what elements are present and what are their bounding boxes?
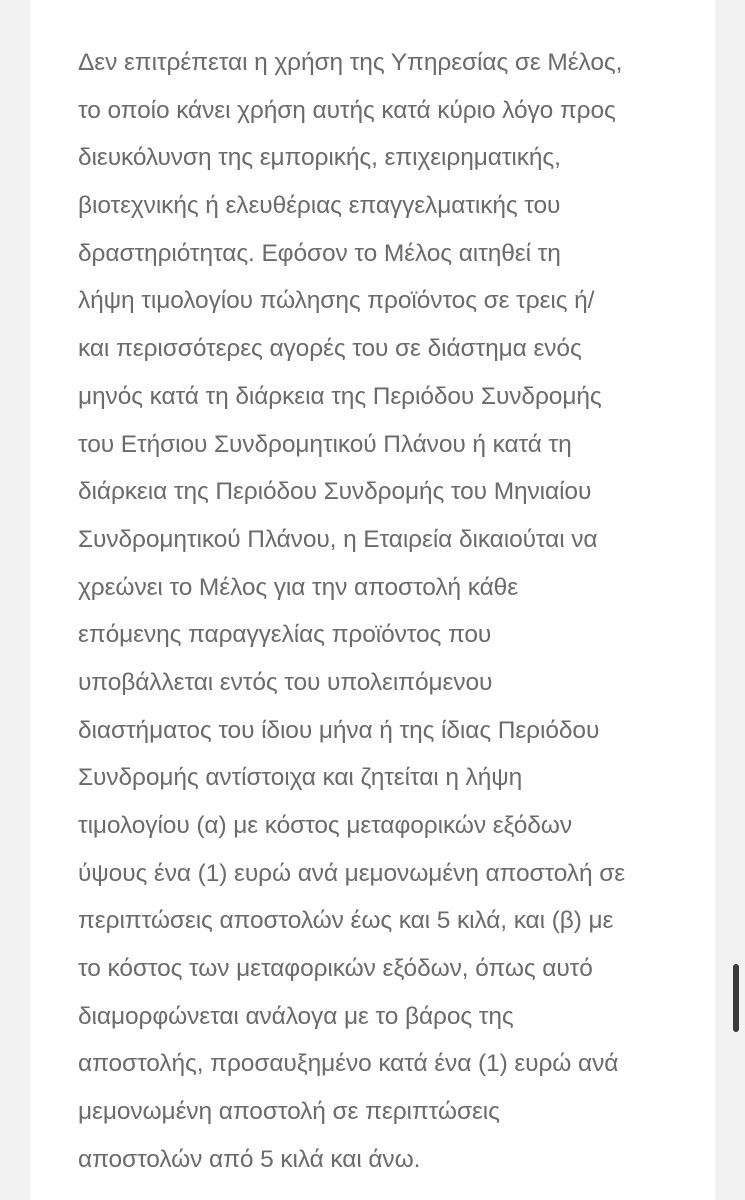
paragraph-line: δραστηριότητας. Εφόσον το Μέλος αιτηθεί τη	[78, 239, 561, 267]
paragraph-line: και περισσότερες αγορές του σε διάστημα ενός	[78, 335, 582, 363]
paragraph-line: επόμενης παραγγελίας προϊόντος που	[78, 621, 492, 649]
paragraph-line: Δεν επιτρέπεται η χρήση της Υπηρεσίας σε Μέλος,	[78, 49, 623, 76]
paragraph-line: διάρκεια της Περιόδου Συνδρομής του Μηνιαίου	[78, 478, 592, 506]
paragraph-line: βιοτεχνικής ή ελευθέριας επαγγελματικής του	[78, 192, 561, 220]
content-card	[30, 0, 715, 1200]
paragraph-line: μεμονωμένη αποστολή σε περιπτώσεις	[78, 1098, 500, 1126]
paragraph-line: διαμορφώνεται ανάλογα με το βάρος της	[78, 1002, 514, 1030]
paragraph-line: περιπτώσεις αποστολών έως και 5 κιλά, και (β) με	[78, 907, 614, 935]
paragraph-line: ύψους ένα (1) ευρώ ανά μεμονωμένη αποστολή σε	[78, 859, 626, 887]
paragraph-line: το κόστος των μεταφορικών εξόδων, όπως αυτό	[78, 955, 593, 983]
terms-paragraph	[78, 39, 703, 1184]
paragraph-line: υποβάλλεται εντός του υπολειπόμενου	[78, 668, 493, 696]
paragraph-line: Συνδρομής αντίστοιχα και ζητείται η λήψη	[78, 764, 523, 792]
paragraph-line: μηνός κατά τη διάρκεια της Περιόδου Συνδρομής	[78, 382, 602, 410]
vertical-scrollbar-thumb[interactable]	[733, 964, 739, 1032]
paragraph-line: αποστολών από 5 κιλά και άνω.	[78, 1145, 421, 1173]
paragraph-line: αποστολής, προσαυξημένο κατά ένα (1) ευρώ ανά	[78, 1050, 619, 1078]
paragraph-line: τιμολογίου (α) με κόστος μεταφορικών εξόδων	[78, 812, 572, 839]
paragraph-line: χρεώνει το Μέλος για την αποστολή κάθε	[78, 573, 519, 601]
paragraph-line: του Ετήσιου Συνδρομητικού Πλάνου ή κατά τη	[78, 430, 572, 458]
paragraph-line: λήψη τιμολογίου πώλησης προϊόντος σε τρεις ή/	[78, 287, 595, 315]
paragraph-line: διευκόλυνση της εμπορικής, επιχειρηματικής,	[78, 144, 561, 172]
paragraph-line: το οποίο κάνει χρήση αυτής κατά κύριο λόγο προς	[78, 96, 616, 124]
paragraph-line: διαστήματος του ίδιου μήνα ή της ίδιας Περιόδου	[78, 716, 600, 744]
paragraph-line: Συνδρομητικού Πλάνου, η Εταιρεία δικαιούται να	[78, 525, 598, 553]
